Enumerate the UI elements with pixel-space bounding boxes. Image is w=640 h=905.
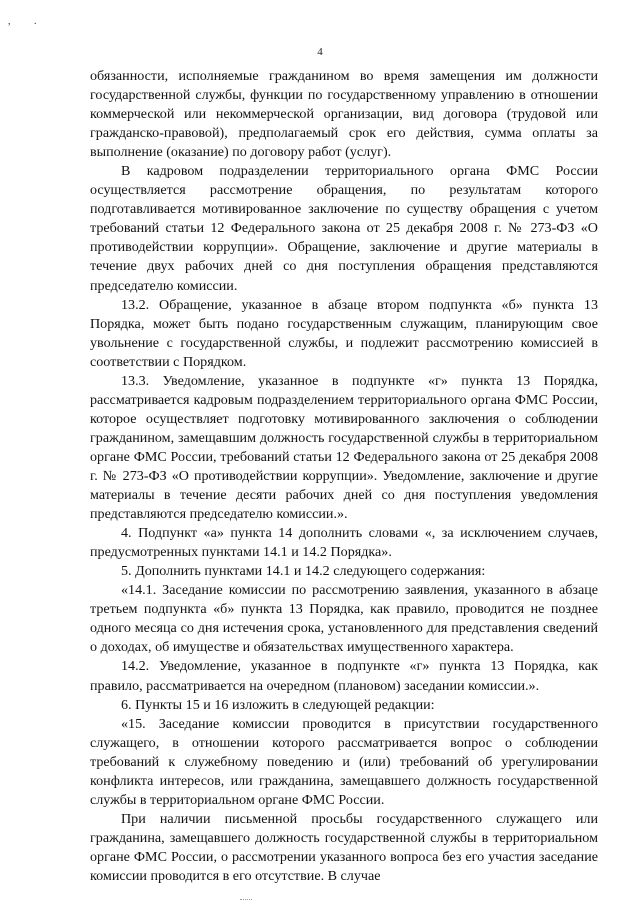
paragraph-14-1: «14.1. Заседание комиссии по рассмотрению заявления, указанного в абзаце третьем подпункта «б» пункта 13 Порядка, как правило, проводится не позднее одного месяца со дня истечения срока, установленного для представления сведений о доходах, об имуществе и обязательствах имущественного характера. — [90, 582, 598, 656]
paragraph-item-6: 6. Пункты 15 и 16 изложить в следующей редакции: — [121, 696, 435, 713]
margin-mark: , — [8, 16, 11, 27]
paragraph-item-4: 4. Подпункт «а» пункта 14 дополнить словами «, за исключением случаев, предусмотренных пунктами 14.1 и 14.2 Порядка». — [90, 525, 598, 561]
paragraph-hr-review: В кадровом подразделении территориального органа ФМС России осуществляется рассмотрение обращения, по результатам которого подготавливается мотивированное заключение по существу обращения с учетом требований статьи 12 Федерального закона от 25 декабря 2008 г. № 273-ФЗ «О противодействии коррупции». Обращение, заключение и другие материалы в течение двух рабочих дней со дня поступления обращения представляются председателю комиссии. — [90, 163, 598, 294]
page-number: 4 — [317, 46, 323, 58]
scan-artifact — [240, 899, 252, 901]
document-body — [90, 67, 598, 886]
paragraph-15: «15. Заседание комиссии проводится в присутствии государственного служащего, в отношении которого рассматривается вопрос о соблюдении требований к служебному поведению и (или) требований об урегулировании конфликта интересов, или гражданина, замещавшего должность государственной службы в территориальном органе ФМС России. — [90, 715, 598, 808]
margin-mark: . — [34, 16, 37, 27]
paragraph-13-2: 13.2. Обращение, указанное в абзаце втором подпункта «б» пункта 13 Порядка, может быть подано государственным служащим, планирующим свое увольнение с государственной службы, и подлежит рассмотрению комиссией в соответствии с Порядком. — [90, 296, 598, 370]
paragraph-continuation: обязанности, исполняемые гражданином во время замещения им должности государственной службы, функции по государственному управлению в отношении коммерческой или некоммерческой организации, вид договора (трудовой или гражданско-правовой), предполагаемый срок его действия, сумма оплаты за выполнение (оказание) по договору работ (услуг). — [90, 68, 598, 161]
paragraph-13-3: 13.3. Уведомление, указанное в подпункте «г» пункта 13 Порядка, рассматривается кадровым подразделением территориального органа ФМС России, которое осуществляет подготовку мотивированного заключения о соблюдении гражданином, замещавшим должность государственной службы в территориальном органе ФМС России, требований статьи 12 Федерального закона от 25 декабря 2008 г. № 273-ФЗ «О противодействии коррупции». Уведомление, заключение и другие материалы в течение десяти рабочих дней со дня поступления уведомления представляются председателю комиссии.». — [90, 372, 598, 523]
paragraph-14-2: 14.2. Уведомление, указанное в подпункте «г» пункта 13 Порядка, как правило, рассматривается на очередном (плановом) заседании комиссии.». — [90, 658, 598, 694]
paragraph-item-5: 5. Дополнить пунктами 14.1 и 14.2 следующего содержания: — [121, 563, 486, 580]
paragraph-written-request: При наличии письменной просьбы государственного служащего или гражданина, замещавшего должность государственной службы в территориальном органе ФМС России, о рассмотрении указанного вопроса без его участия заседание комиссии проводится в его отсутствие. В случае — [90, 810, 598, 884]
